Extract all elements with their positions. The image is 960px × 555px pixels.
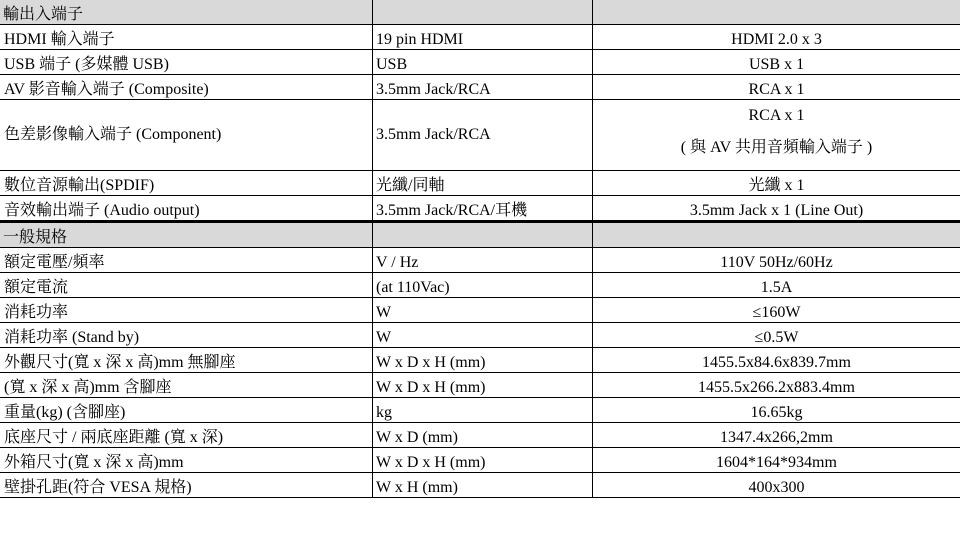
table-row xyxy=(0,373,960,398)
spec-value-line: RCA x 1 xyxy=(748,107,805,124)
section-header-blank xyxy=(593,0,960,25)
table-row xyxy=(0,273,960,298)
spec-unit: (at 110Vac) xyxy=(373,273,593,298)
spec-value: 3.5mm Jack x 1 (Line Out) xyxy=(593,196,960,222)
table-row xyxy=(0,348,960,373)
spec-value: USB x 1 xyxy=(593,50,960,75)
spec-label: 音效輸出端子 (Audio output) xyxy=(0,196,373,222)
spec-value: 1.5A xyxy=(593,273,960,298)
spec-unit: 光纖/同軸 xyxy=(373,171,593,196)
spec-value: 1455.5x266.2x883.4mm xyxy=(593,373,960,398)
table-row xyxy=(0,75,960,100)
spec-unit: 3.5mm Jack/RCA xyxy=(373,75,593,100)
spec-label: 消耗功率 xyxy=(0,298,373,323)
section-header-io xyxy=(0,0,960,25)
table-row xyxy=(0,25,960,50)
spec-unit: 3.5mm Jack/RCA xyxy=(373,100,593,171)
spec-unit: W xyxy=(373,298,593,323)
spec-label: 額定電流 xyxy=(0,273,373,298)
spec-label: 重量(kg) (含腳座) xyxy=(0,398,373,423)
spec-value: 1604*164*934mm xyxy=(593,448,960,473)
spec-unit: W x H (mm) xyxy=(373,473,593,498)
spec-value: 16.65kg xyxy=(593,398,960,423)
spec-label: 外觀尺寸(寬 x 深 x 高)mm 無腳座 xyxy=(0,348,373,373)
table-row xyxy=(0,423,960,448)
table-row xyxy=(0,473,960,498)
spec-value: 光纖 x 1 xyxy=(593,171,960,196)
spec-label: 額定電壓/頻率 xyxy=(0,248,373,273)
spec-label: 色差影像輸入端子 (Component) xyxy=(0,100,373,171)
spec-value: ≤160W xyxy=(593,298,960,323)
spec-unit: kg xyxy=(373,398,593,423)
spec-unit: W x D x H (mm) xyxy=(373,448,593,473)
section-header-blank xyxy=(373,222,593,248)
spec-value: 110V 50Hz/60Hz xyxy=(593,248,960,273)
spec-unit: V / Hz xyxy=(373,248,593,273)
spec-value: 1347.4x266,2mm xyxy=(593,423,960,448)
table-row xyxy=(0,448,960,473)
table-row xyxy=(0,171,960,196)
spec-label: (寬 x 深 x 高)mm 含腳座 xyxy=(0,373,373,398)
section-title: 輸出入端子 xyxy=(0,0,373,25)
spec-value: HDMI 2.0 x 3 xyxy=(593,25,960,50)
spec-value: RCA x 1 xyxy=(593,75,960,100)
spec-label: 外箱尺寸(寬 x 深 x 高)mm xyxy=(0,448,373,473)
section-header-general xyxy=(0,222,960,248)
table-row xyxy=(0,50,960,75)
section-header-blank xyxy=(373,0,593,25)
spec-label: HDMI 輸入端子 xyxy=(0,25,373,50)
table-row xyxy=(0,100,960,171)
spec-value: ≤0.5W xyxy=(593,323,960,348)
spec-unit: 3.5mm Jack/RCA/耳機 xyxy=(373,196,593,222)
spec-label: AV 影音輸入端子 (Composite) xyxy=(0,75,373,100)
section-title: 一般規格 xyxy=(0,222,373,248)
spec-label: 數位音源輸出(SPDIF) xyxy=(0,171,373,196)
table-row xyxy=(0,398,960,423)
spec-label: 壁掛孔距(符合 VESA 規格) xyxy=(0,473,373,498)
table-row xyxy=(0,298,960,323)
section-header-blank xyxy=(593,222,960,248)
spec-value: 1455.5x84.6x839.7mm xyxy=(593,348,960,373)
spec-unit: W x D (mm) xyxy=(373,423,593,448)
spec-value-note: ( 與 AV 共用音頻輸入端子 ) xyxy=(680,139,873,156)
spec-label: 消耗功率 (Stand by) xyxy=(0,323,373,348)
spec-value: 400x300 xyxy=(593,473,960,498)
spec-unit: USB xyxy=(373,50,593,75)
spec-unit: W x D x H (mm) xyxy=(373,373,593,398)
spec-value xyxy=(593,100,960,171)
spec-label: USB 端子 (多媒體 USB) xyxy=(0,50,373,75)
spec-unit: W x D x H (mm) xyxy=(373,348,593,373)
table-row xyxy=(0,248,960,273)
table-row xyxy=(0,323,960,348)
spec-unit: W xyxy=(373,323,593,348)
spec-unit: 19 pin HDMI xyxy=(373,25,593,50)
spec-label: 底座尺寸 / 兩底座距離 (寬 x 深) xyxy=(0,423,373,448)
table-row xyxy=(0,196,960,222)
